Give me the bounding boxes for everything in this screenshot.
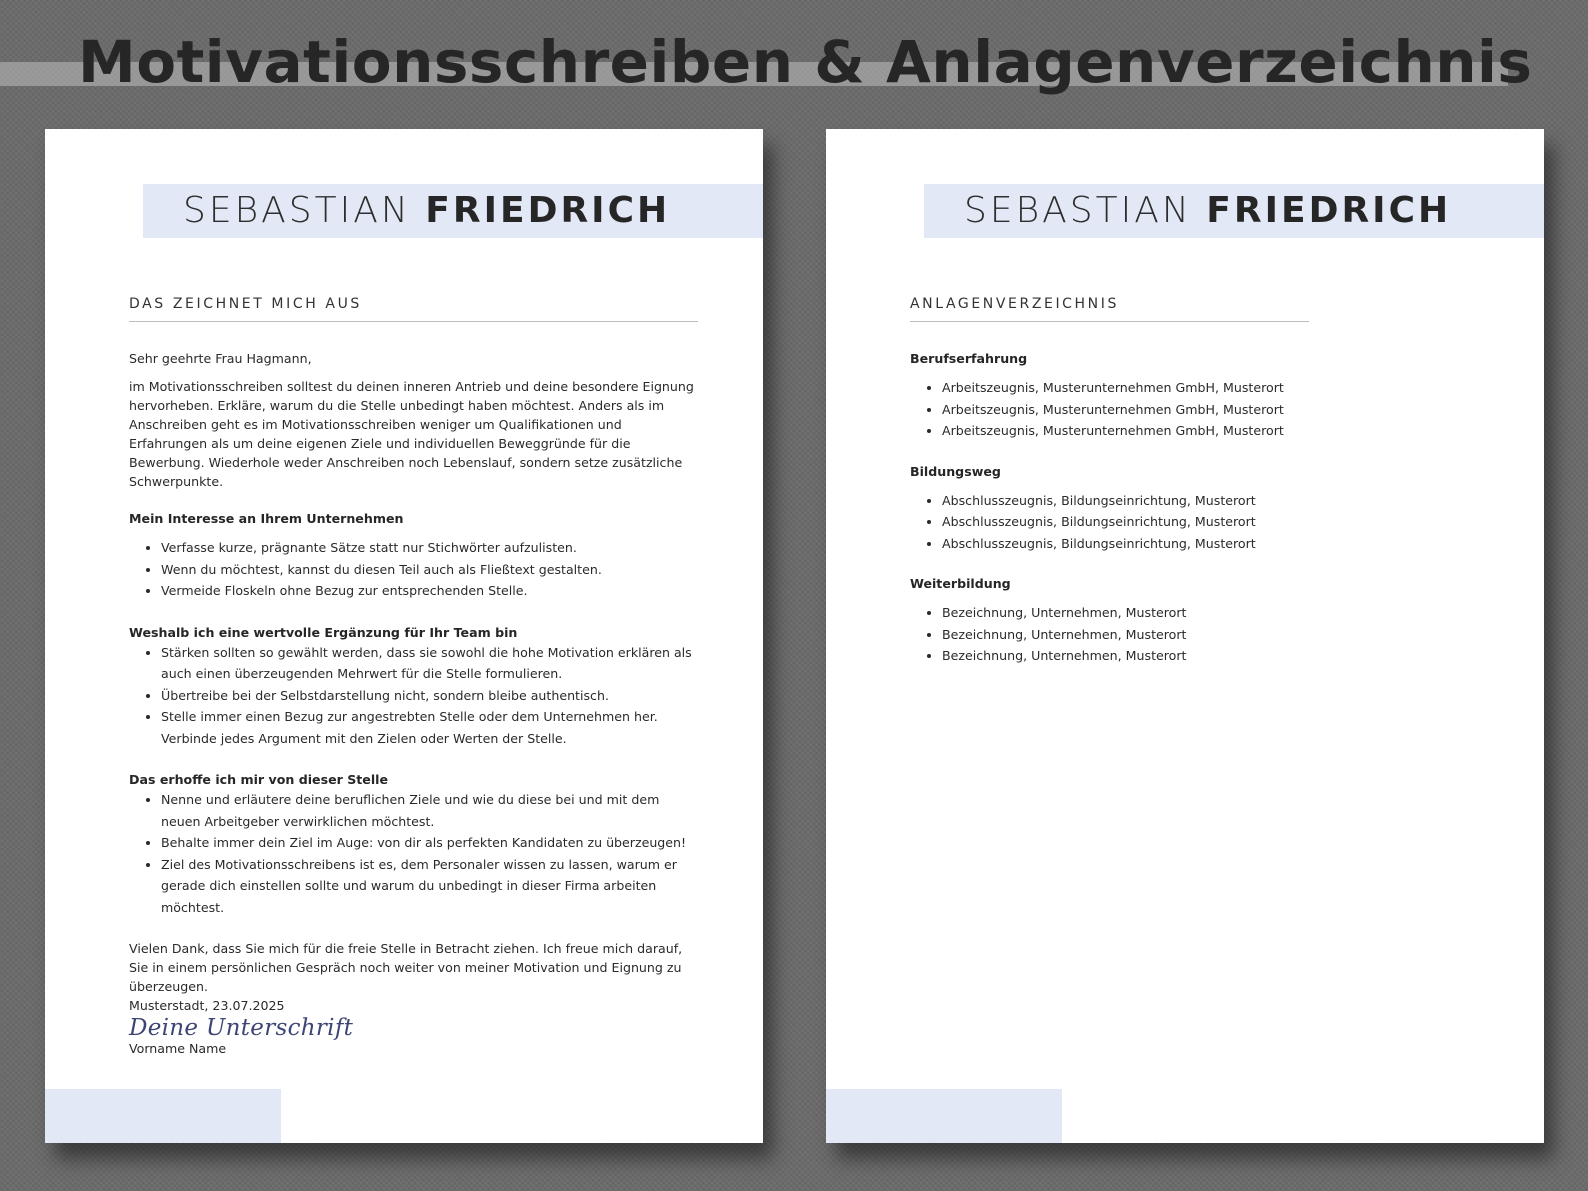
bullet-list: [910, 490, 1330, 555]
signature: Deine Unterschrift: [129, 1015, 354, 1041]
list-item: • Stelle immer einen Bezug zur angestrebten Stelle oder dem Unternehmen her. Verbinde jedes Argument mit den Zielen oder Werten der Stelle.: [161, 706, 701, 749]
list-item: • Nenne und erläutere deine beruflichen Ziele und wie du diese bei und mit dem neuen Arbeitgeber verwirklichen möchtest.: [161, 789, 701, 832]
applicant-name: [183, 190, 670, 232]
section-divider: [129, 321, 698, 322]
list-item: • Arbeitszeugnis, Musterunternehmen GmbH, Musterort: [942, 420, 1330, 442]
bullet-list: [910, 377, 1330, 442]
list-item: • Verfasse kurze, prägnante Sätze statt nur Stichwörter aufzulisten.: [161, 537, 701, 559]
footer-band: [826, 1089, 1062, 1143]
bullet-list: [129, 642, 701, 750]
last-name: FRIEDRICH: [425, 190, 671, 231]
name-band: [924, 184, 1544, 238]
attachment-group: [910, 574, 1330, 667]
list-item: • Bezeichnung, Unternehmen, Musterort: [942, 624, 1330, 646]
printed-name: Vorname Name: [129, 1041, 227, 1056]
list-item: • Abschlusszeugnis, Bildungseinrichtung, Musterort: [942, 490, 1330, 512]
closing-paragraph: Vielen Dank, dass Sie mich für die freie Stelle in Betracht ziehen. Ich freue mich darauf, Sie in einem persönlichen Gespräch noch weiter von meiner Motivation und Eignung zu überzeugen.: [129, 941, 683, 994]
first-name: SEBASTIAN: [964, 190, 1192, 231]
footer-band: [45, 1089, 281, 1143]
list-item: • Arbeitszeugnis, Musterunternehmen GmbH, Musterort: [942, 377, 1330, 399]
group-heading: Bildungsweg: [910, 463, 1001, 479]
block-heading: Mein Interesse an Ihrem Unternehmen: [129, 511, 404, 526]
attachment-group: [910, 462, 1330, 555]
list-item: • Bezeichnung, Unternehmen, Musterort: [942, 602, 1330, 624]
letter-block: [129, 770, 701, 918]
salutation: Sehr geehrte Frau Hagmann,: [129, 351, 312, 366]
first-name: SEBASTIAN: [183, 190, 411, 231]
bullet-list: [910, 602, 1330, 667]
attachments-page: [826, 129, 1544, 1143]
main-title: Motivationsschreiben & Anlagenverzeichnis: [78, 28, 1533, 96]
list-item: • Stärken sollten so gewählt werden, dass sie sowohl die hohe Motivation erklären als auch einen überzeugenden Mehrwert für die Stelle formulieren.: [161, 642, 701, 685]
list-item: • Abschlusszeugnis, Bildungseinrichtung, Musterort: [942, 511, 1330, 533]
section-divider: [910, 321, 1309, 322]
name-band: [143, 184, 763, 238]
list-item: • Ziel des Motivationsschreibens ist es, dem Personaler wissen zu lassen, warum er gerade dich einstellen sollte und warum du unbedingt in dieser Firma arbeiten möchtest.: [161, 854, 701, 919]
attachment-group: [910, 349, 1330, 442]
intro-paragraph: im Motivationsschreiben solltest du deinen inneren Antrieb und deine besondere Eignung hervorheben. Erkläre, warum du die Stelle unbedingt haben möchtest. Anders als im Anschreiben geht es im Motivationsschreiben weniger um Qualifikationen und Erfahrungen als um deine eigenen Ziele und individuellen Beweggründe für die Bewerbung. Wiederhole weder Anschreiben noch Lebenslauf, sondern setze zusätzliche Schwerpunkte.: [129, 379, 694, 489]
applicant-name: [964, 190, 1451, 232]
group-heading: Weiterbildung: [910, 576, 1011, 591]
section-heading: ANLAGENVERZEICHNIS: [910, 296, 1119, 312]
list-item: • Abschlusszeugnis, Bildungseinrichtung, Musterort: [942, 533, 1330, 555]
last-name: FRIEDRICH: [1206, 190, 1452, 231]
bullet-list: [129, 789, 701, 918]
letter-body: [129, 349, 701, 1057]
attachments-list: [910, 349, 1330, 687]
list-item: • Übertreibe bei der Selbstdarstellung nicht, sondern bleibe authentisch.: [161, 685, 701, 707]
letter-block: [129, 623, 701, 750]
block-heading: Das erhoffe ich mir von dieser Stelle: [129, 772, 389, 787]
group-heading: Berufserfahrung: [910, 351, 1028, 366]
block-heading: Weshalb ich eine wertvolle Ergänzung für Ihr Team bin: [129, 624, 518, 640]
list-item: • Wenn du möchtest, kannst du diesen Teil auch als Fließtext gestalten.: [161, 559, 701, 581]
motivation-letter-page: [45, 129, 763, 1143]
letter-block: [129, 509, 701, 602]
list-item: • Behalte immer dein Ziel im Auge: von dir als perfekten Kandidaten zu überzeugen!: [161, 832, 701, 854]
list-item: • Vermeide Floskeln ohne Bezug zur entsprechenden Stelle.: [161, 580, 701, 602]
bullet-list: [129, 537, 701, 602]
place-date: Musterstadt, 23.07.2025: [129, 998, 285, 1013]
section-heading: DAS ZEICHNET MICH AUS: [129, 296, 362, 312]
list-item: • Bezeichnung, Unternehmen, Musterort: [942, 645, 1330, 667]
list-item: • Arbeitszeugnis, Musterunternehmen GmbH, Musterort: [942, 399, 1330, 421]
